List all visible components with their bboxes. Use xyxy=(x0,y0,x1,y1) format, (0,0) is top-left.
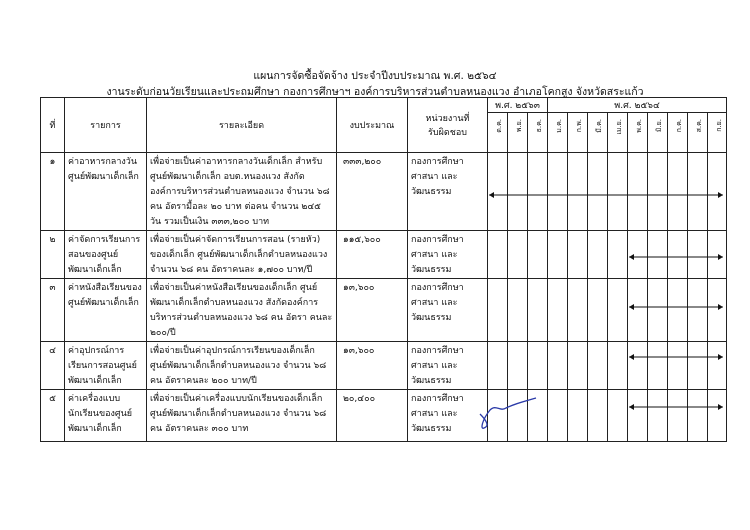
month-label: พ.ย. xyxy=(515,119,523,133)
row-agency: กองการศึกษา ศาสนา และวัฒนธรรม xyxy=(408,279,488,342)
row-budget: ๑๓,๖๐๐ xyxy=(337,342,408,390)
row-detail: เพื่อจ่ายเป็นค่าเครื่องแบบนักเรียนของเด็กเล็ก ศูนย์พัฒนาเด็กเล็กตำบลหนองแวง จำนวน ๖๘ คน อัตราคนละ ๓๐๐ บาท xyxy=(147,390,337,442)
row-item: ค่าเครื่องแบบนักเรียนของศูนย์พัฒนาเด็กเล็ก xyxy=(65,390,147,442)
row-item: ค่าจัดการเรียนการสอนของศูนย์พัฒนาเด็กเล็ก xyxy=(65,231,147,279)
row-agency: กองการศึกษา ศาสนา และวัฒนธรรม xyxy=(408,342,488,390)
header-item: รายการ xyxy=(65,98,147,153)
month-label: ต.ค. xyxy=(495,119,503,133)
month-label: ก.ย. xyxy=(714,119,723,132)
header-no: ที่ xyxy=(41,98,65,153)
document-subtitle: งานระดับก่อนวัยเรียนและประถมศึกษา กองการศึกษาฯ องค์การบริหารส่วนตำบลหนองแวง อำเภอโคกสูง จังหวัดสระแก้ว xyxy=(106,86,644,98)
header-agency-line1: หน่วยงานที่ xyxy=(425,114,470,124)
row-number: ๒ xyxy=(41,231,65,279)
row-budget: ๑๓,๖๐๐ xyxy=(337,279,408,342)
header-agency-line2: รับผิดชอบ xyxy=(428,128,467,138)
month-label: มี.ค. xyxy=(595,119,603,133)
row-number: ๔ xyxy=(41,342,65,390)
row-detail: เพื่อจ่ายเป็นค่าจัดการเรียนการสอน (รายหัว) ของเด็กเล็ก ศูนย์พัฒนาเด็กเล็กตำบลหนองแวง จำนวน ๖๘ คน อัตราคนละ ๑,๗๐๐ บาท/ปี xyxy=(147,231,337,279)
row-budget: ๓๓๓,๒๐๐ xyxy=(337,153,408,231)
row-number: ๕ xyxy=(41,390,65,442)
month-label: ม.ค. xyxy=(555,119,563,133)
document-title: แผนการจัดซื้อจัดจ้าง ประจำปีงบประมาณ พ.ศ. ๒๕๖๔ xyxy=(253,70,497,82)
month-label: ธ.ค. xyxy=(535,119,543,133)
month-label: มิ.ย. xyxy=(655,119,663,133)
row-agency: กองการศึกษา ศาสนา และวัฒนธรรม xyxy=(408,390,488,442)
month-label: เม.ย. xyxy=(615,119,623,135)
month-label: ก.พ. xyxy=(575,119,583,133)
row-number: ๓ xyxy=(41,279,65,342)
header-year-2564: พ.ศ. ๒๕๖๔ xyxy=(548,98,727,113)
row-agency: กองการศึกษา ศาสนา และวัฒนธรรม xyxy=(408,153,488,231)
row-detail: เพื่อจ่ายเป็นค่าอาหารกลางวันเด็กเล็ก สำหรับศูนย์พัฒนาเด็กเล็ก อบต.หนองแวง สังกัดองค์การบริหารส่วนตำบลหนองแวง จำนวน ๖๘ คน อัตรามื้อละ ๒๐ บาท ต่อคน จำนวน ๒๔๕ วัน รวมเป็นเงิน ๓๓๓,๒๐๐ บาท xyxy=(147,153,337,231)
row-number: ๑ xyxy=(41,153,65,231)
month-label: ส.ค. xyxy=(695,119,703,133)
row-budget: ๒๐,๔๐๐ xyxy=(337,390,408,442)
row-detail: เพื่อจ่ายเป็นค่าอุปกรณ์การเรียนของเด็กเล็ก ศูนย์พัฒนาเด็กเล็กตำบลหนองแวง จำนวน ๖๘ คน อัตราคนละ ๒๐๐ บาท/ปี xyxy=(147,342,337,390)
row-budget: ๑๑๕,๖๐๐ xyxy=(337,231,408,279)
month-label: พ.ค. xyxy=(635,119,643,133)
header-detail: รายละเอียด xyxy=(147,98,337,153)
row-item: ค่าอุปกรณ์การเรียนการสอนศูนย์พัฒนาเด็กเล็ก xyxy=(65,342,147,390)
month-label: ก.ค. xyxy=(675,119,683,133)
row-agency: กองการศึกษา ศาสนา และวัฒนธรรม xyxy=(408,231,488,279)
row-item: ค่าหนังสือเรียนของศูนย์พัฒนาเด็กเล็ก xyxy=(65,279,147,342)
row-detail: เพื่อจ่ายเป็นค่าหนังสือเรียนของเด็กเล็ก ศูนย์พัฒนาเด็กเล็กตำบลหนองแวง สังกัดองค์การบริหารส่วนตำบลหนองแวง ๖๘ คน อัตรา คนละ ๒๐๐/ปี xyxy=(147,279,337,342)
row-item: ค่าอาหารกลางวันศูนย์พัฒนาเด็กเล็ก xyxy=(65,153,147,231)
header-budget: งบประมาณ xyxy=(337,98,408,153)
header-year-2563: พ.ศ. ๒๕๖๓ xyxy=(488,98,548,113)
